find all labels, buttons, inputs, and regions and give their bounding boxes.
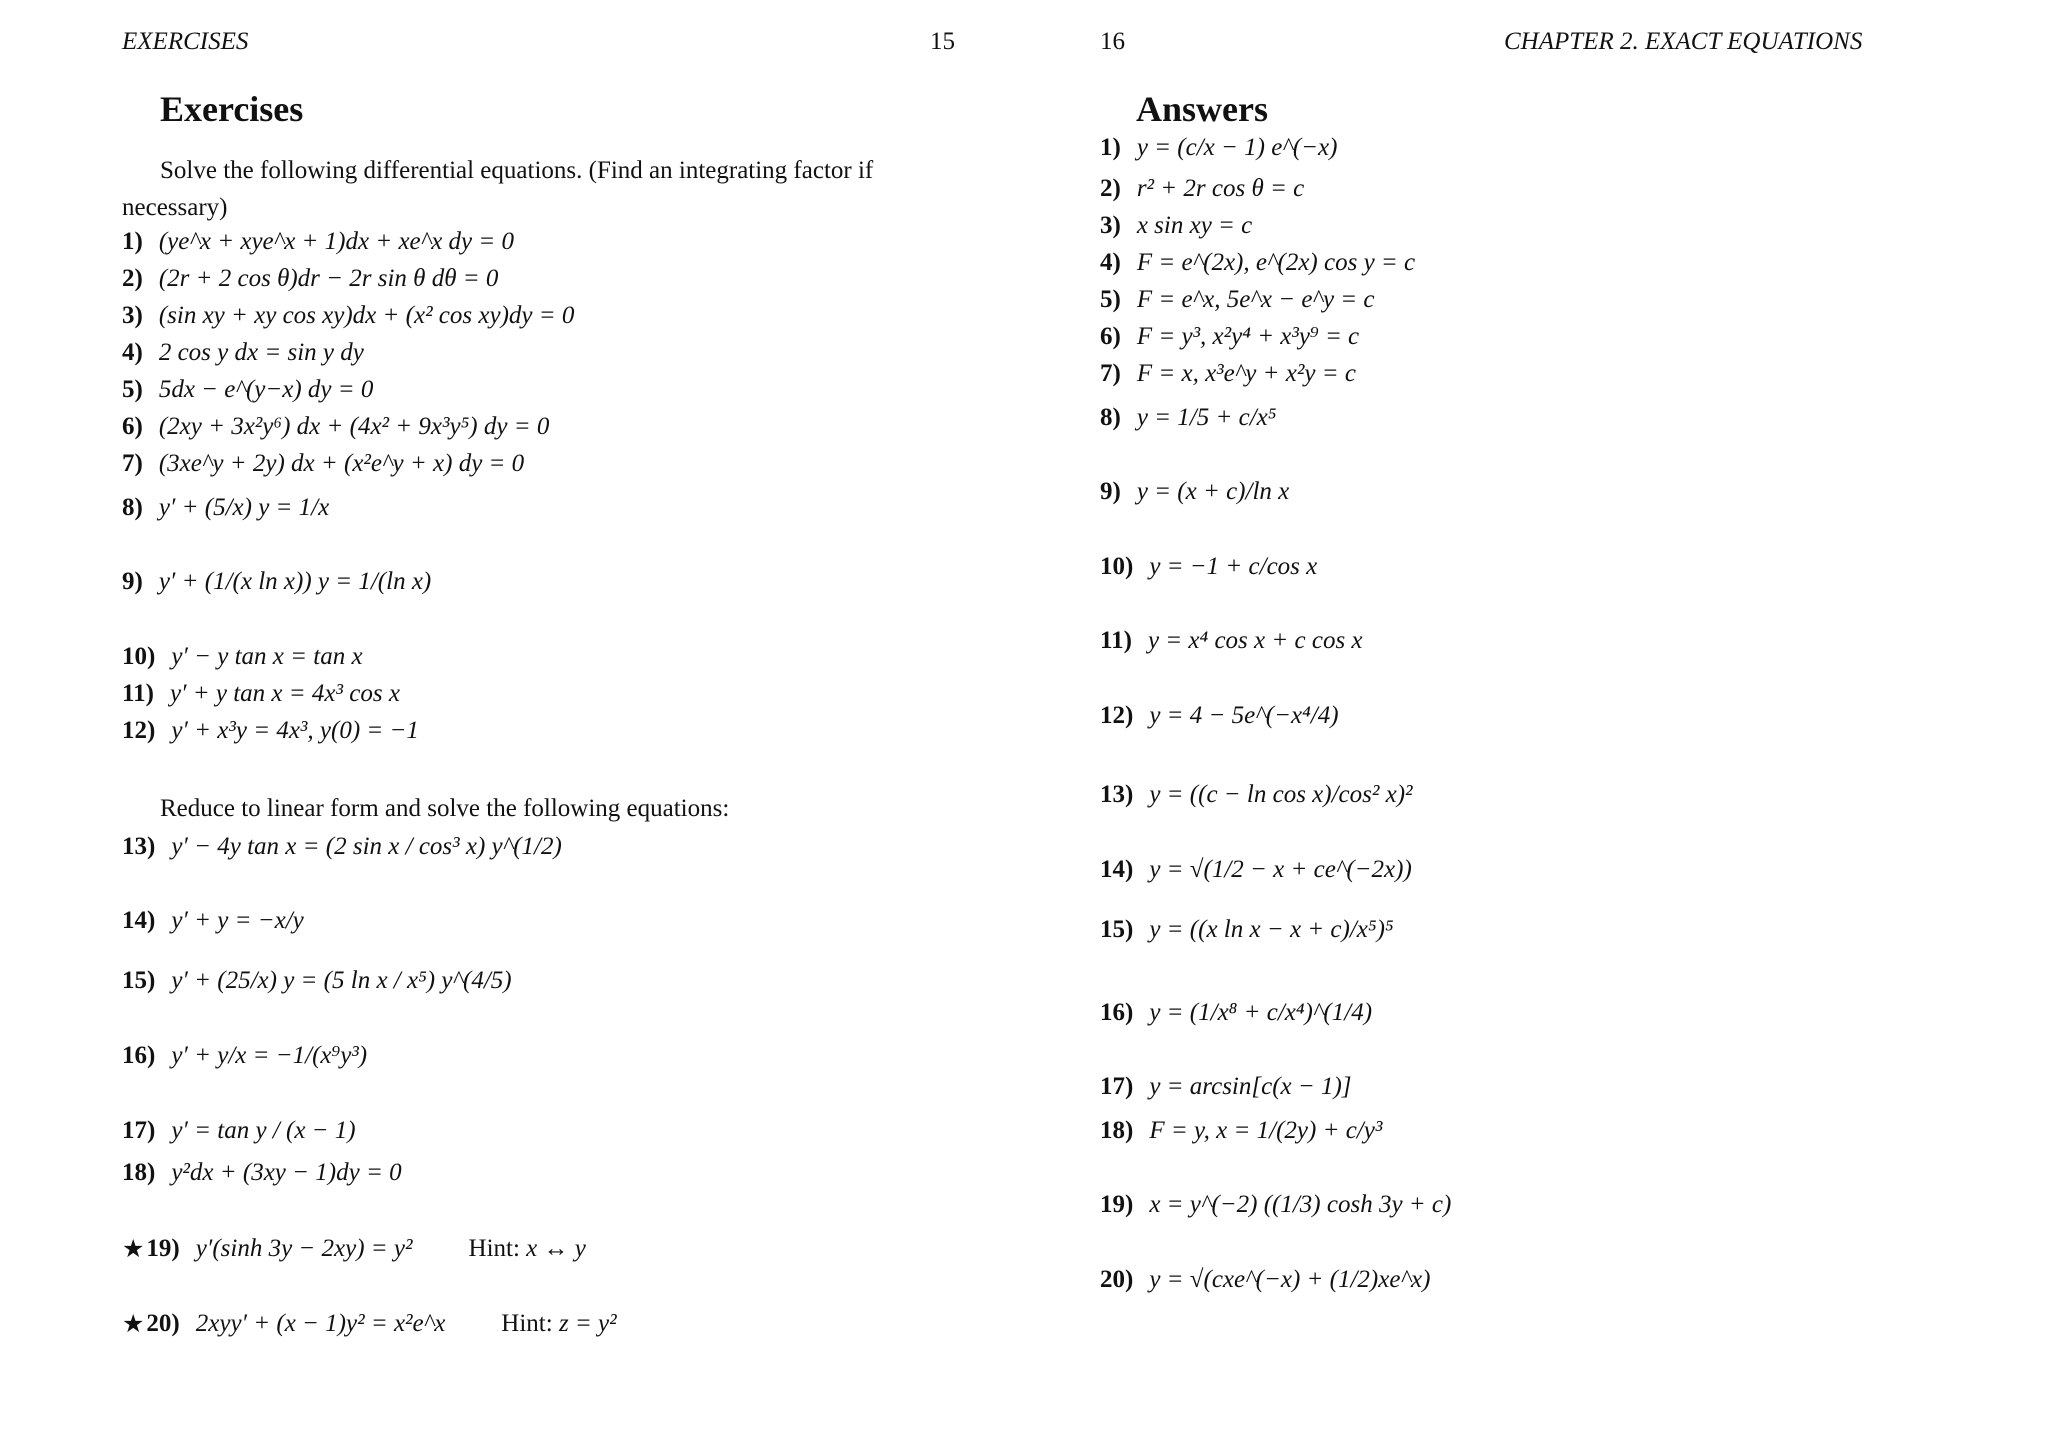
answer-number: 12) bbox=[1100, 702, 1134, 729]
answer-number: 18) bbox=[1100, 1117, 1134, 1144]
answer-equation: F = y³, x²y⁴ + x³y⁹ = c bbox=[1136, 323, 1360, 350]
exercise-number: 7) bbox=[122, 450, 143, 477]
exercise-number: 2) bbox=[122, 265, 143, 292]
answer-item bbox=[1100, 627, 1363, 655]
answer-item bbox=[1100, 702, 1339, 730]
exercise-equation: y′ + (1/(x ln x)) y = 1/(ln x) bbox=[158, 568, 432, 595]
answer-equation: x sin xy = c bbox=[1136, 212, 1253, 239]
answer-equation: y = ((x ln x − x + c)/x⁵)⁵ bbox=[1149, 916, 1394, 943]
answer-equation: r² + 2r cos θ = c bbox=[1136, 175, 1305, 202]
answer-equation: F = x, x³e^y + x²y = c bbox=[1136, 360, 1356, 387]
exercise-item bbox=[122, 643, 363, 671]
exercise-number: 11) bbox=[122, 680, 154, 707]
exercise-number: 9) bbox=[122, 568, 143, 595]
answer-number: 14) bbox=[1100, 856, 1134, 883]
exercise-item bbox=[122, 1117, 356, 1145]
exercise-number: 6) bbox=[122, 413, 143, 440]
answer-number: 20) bbox=[1100, 1266, 1134, 1293]
right-page bbox=[1024, 0, 2048, 1448]
answer-item bbox=[1100, 212, 1252, 240]
exercise-number: 15) bbox=[122, 967, 156, 994]
exercise-number: 8) bbox=[122, 494, 143, 521]
answer-equation: y = √(cxe^(−x) + (1/2)xe^x) bbox=[1149, 1266, 1431, 1293]
exercise-item bbox=[122, 339, 364, 367]
exercise-equation: 2 cos y dx = sin y dy bbox=[158, 339, 364, 366]
hint bbox=[469, 1235, 586, 1263]
answer-number: 11) bbox=[1100, 627, 1132, 654]
exercise-item bbox=[122, 568, 431, 596]
answer-number: 6) bbox=[1100, 323, 1121, 350]
answer-item bbox=[1100, 999, 1372, 1027]
answer-number: 8) bbox=[1100, 404, 1121, 431]
exercise-item bbox=[122, 967, 512, 995]
exercise-equation: y′ + y tan x = 4x³ cos x bbox=[169, 680, 400, 707]
answer-number: 7) bbox=[1100, 360, 1121, 387]
answer-item bbox=[1100, 916, 1394, 944]
exercise-number: 4) bbox=[122, 339, 143, 366]
running-head-left: EXERCISES bbox=[122, 28, 249, 55]
exercise-item-starred bbox=[122, 1234, 586, 1263]
exercise-number: 16) bbox=[122, 1042, 156, 1069]
answer-number: 2) bbox=[1100, 175, 1121, 202]
answer-equation: y = arcsin[c(x − 1)] bbox=[1149, 1073, 1352, 1100]
exercise-equation: y′ = tan y / (x − 1) bbox=[171, 1117, 356, 1144]
answer-number: 13) bbox=[1100, 781, 1134, 808]
exercise-item bbox=[122, 1042, 367, 1070]
answer-item bbox=[1100, 1117, 1382, 1145]
exercise-item bbox=[122, 680, 400, 708]
answer-item bbox=[1100, 286, 1375, 314]
answer-item bbox=[1100, 134, 1337, 162]
answer-number: 4) bbox=[1100, 249, 1121, 276]
exercise-equation: y′ + x³y = 4x³, y(0) = −1 bbox=[171, 717, 419, 744]
exercise-equation: y′ − y tan x = tan x bbox=[171, 643, 363, 670]
answer-equation: F = y, x = 1/(2y) + c/y³ bbox=[1149, 1117, 1383, 1144]
exercise-number: 20) bbox=[146, 1309, 180, 1337]
answer-equation: y = (c/x − 1) e^(−x) bbox=[1136, 134, 1338, 161]
exercise-item bbox=[122, 907, 304, 935]
exercise-number: 1) bbox=[122, 228, 143, 255]
exercise-equation: (2r + 2 cos θ)dr − 2r sin θ dθ = 0 bbox=[158, 265, 499, 292]
answer-equation: F = e^(2x), e^(2x) cos y = c bbox=[1136, 249, 1416, 276]
answer-number: 5) bbox=[1100, 286, 1121, 313]
answer-equation: y = −1 + c/cos x bbox=[1149, 553, 1318, 580]
answer-item bbox=[1100, 553, 1317, 581]
reduce-intro: Reduce to linear form and solve the following equations: bbox=[160, 795, 730, 822]
answer-number: 3) bbox=[1100, 212, 1121, 239]
exercise-number: 17) bbox=[122, 1117, 156, 1144]
answer-item bbox=[1100, 249, 1415, 277]
hint-expression: z = y² bbox=[558, 1309, 617, 1337]
answers-title: Answers bbox=[1136, 89, 1268, 129]
exercise-equation: y′(sinh 3y − 2xy) = y² bbox=[195, 1234, 413, 1262]
exercise-equation: 2xyy′ + (x − 1)y² = x²e^x bbox=[195, 1309, 446, 1337]
exercise-item bbox=[122, 376, 373, 404]
exercises-title: Exercises bbox=[160, 89, 304, 129]
answer-equation: y = (1/x⁸ + c/x⁴)^(1/4) bbox=[1149, 999, 1373, 1026]
exercise-number: 12) bbox=[122, 717, 156, 744]
hint-label: Hint: bbox=[501, 1309, 553, 1337]
hint-expression: x ↔ y bbox=[526, 1234, 586, 1262]
answer-item bbox=[1100, 781, 1413, 809]
exercise-number: 13) bbox=[122, 833, 156, 860]
exercise-number: 5) bbox=[122, 376, 143, 403]
answer-equation: y = 4 − 5e^(−x⁴/4) bbox=[1149, 702, 1339, 729]
exercise-item bbox=[122, 450, 524, 478]
answer-equation: y = x⁴ cos x + c cos x bbox=[1147, 627, 1363, 654]
exercise-item bbox=[122, 413, 549, 441]
exercise-equation: (2xy + 3x²y⁶) dx + (4x² + 9x³y⁵) dy = 0 bbox=[158, 413, 550, 440]
page-number-right: 16 bbox=[1100, 28, 1125, 55]
answer-equation: x = y^(−2) ((1/3) cosh 3y + c) bbox=[1149, 1191, 1452, 1218]
answer-item bbox=[1100, 175, 1304, 203]
exercise-equation: y′ − 4y tan x = (2 sin x / cos³ x) y^(1/2) bbox=[171, 833, 562, 860]
star-icon: ★ bbox=[122, 1234, 145, 1263]
answer-number: 16) bbox=[1100, 999, 1134, 1026]
answer-equation: y = (x + c)/ln x bbox=[1136, 478, 1290, 505]
answer-item bbox=[1100, 1266, 1430, 1294]
answer-item bbox=[1100, 478, 1289, 506]
answer-number: 17) bbox=[1100, 1073, 1134, 1100]
hint-label: Hint: bbox=[468, 1234, 520, 1262]
page-number-left: 15 bbox=[930, 28, 955, 55]
answer-equation: F = e^x, 5e^x − e^y = c bbox=[1136, 286, 1375, 313]
answer-equation: y = ((c − ln cos x)/cos² x)² bbox=[1149, 781, 1413, 808]
answer-item bbox=[1100, 360, 1356, 388]
exercise-item bbox=[122, 265, 498, 293]
answer-item bbox=[1100, 856, 1412, 884]
answer-number: 1) bbox=[1100, 134, 1121, 161]
exercises-intro: Solve the following differential equations. (Find an integrating factor if necessary) bbox=[122, 157, 874, 221]
answer-number: 10) bbox=[1100, 553, 1134, 580]
answer-item bbox=[1100, 1191, 1451, 1219]
answer-number: 19) bbox=[1100, 1191, 1134, 1218]
running-head-right: CHAPTER 2. EXACT EQUATIONS bbox=[1504, 28, 1863, 55]
answer-equation: y = 1/5 + c/x⁵ bbox=[1136, 404, 1277, 431]
exercise-equation: y′ + y/x = −1/(x⁹y³) bbox=[171, 1042, 368, 1069]
exercise-item bbox=[122, 717, 419, 745]
exercise-number: 14) bbox=[122, 907, 156, 934]
exercise-equation: y²dx + (3xy − 1)dy = 0 bbox=[171, 1159, 402, 1186]
answer-item bbox=[1100, 1073, 1352, 1101]
exercise-item bbox=[122, 833, 562, 861]
exercise-equation: (ye^x + xye^x + 1)dx + xe^x dy = 0 bbox=[158, 228, 515, 255]
exercise-equation: 5dx − e^(y−x) dy = 0 bbox=[158, 376, 374, 403]
exercise-item bbox=[122, 494, 329, 522]
exercise-equation: y′ + (25/x) y = (5 ln x / x⁵) y^(4/5) bbox=[171, 967, 512, 994]
exercise-item bbox=[122, 1159, 402, 1187]
exercise-number: 3) bbox=[122, 302, 143, 329]
exercise-equation: (3xe^y + 2y) dx + (x²e^y + x) dy = 0 bbox=[158, 450, 525, 477]
exercise-item bbox=[122, 228, 514, 256]
answer-item bbox=[1100, 404, 1276, 432]
exercise-item bbox=[122, 302, 574, 330]
exercise-number: 19) bbox=[146, 1234, 180, 1262]
exercise-equation: y′ + (5/x) y = 1/x bbox=[158, 494, 330, 521]
hint bbox=[501, 1310, 616, 1338]
exercise-equation: y′ + y = −x/y bbox=[171, 907, 304, 934]
answer-equation: y = √(1/2 − x + ce^(−2x)) bbox=[1149, 856, 1412, 883]
exercise-equation: (sin xy + xy cos xy)dx + (x² cos xy)dy = 0 bbox=[158, 302, 575, 329]
answer-number: 9) bbox=[1100, 478, 1121, 505]
exercise-item-starred bbox=[122, 1309, 617, 1338]
exercise-number: 18) bbox=[122, 1159, 156, 1186]
star-icon: ★ bbox=[122, 1309, 145, 1338]
answer-number: 15) bbox=[1100, 916, 1134, 943]
exercise-number: 10) bbox=[122, 643, 156, 670]
answer-item bbox=[1100, 323, 1359, 351]
